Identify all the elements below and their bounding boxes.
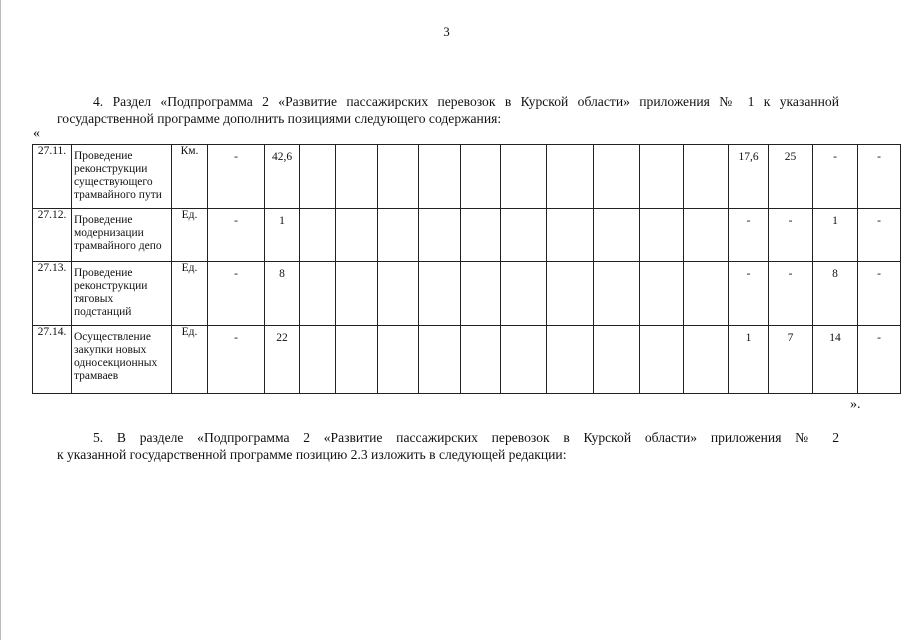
table-row bbox=[33, 262, 901, 326]
empty-cell bbox=[501, 326, 547, 394]
row-name: Осуществление закупки новых односекционных трамваев bbox=[72, 326, 172, 394]
empty-cell bbox=[501, 145, 547, 209]
empty-cell bbox=[684, 326, 729, 394]
cell-value: 22 bbox=[265, 326, 300, 394]
cell-value: 1 bbox=[813, 209, 858, 262]
empty-cell bbox=[547, 145, 594, 209]
row-number: 27.14. bbox=[33, 326, 72, 394]
cell-value: - bbox=[729, 262, 769, 326]
empty-cell bbox=[378, 209, 419, 262]
empty-cell bbox=[336, 326, 378, 394]
row-name: Проведение модернизации трамвайного депо bbox=[72, 209, 172, 262]
empty-cell bbox=[594, 145, 640, 209]
empty-cell bbox=[300, 145, 336, 209]
empty-cell bbox=[300, 326, 336, 394]
close-quote: ». bbox=[850, 397, 861, 412]
empty-cell bbox=[684, 262, 729, 326]
empty-cell bbox=[640, 209, 684, 262]
cell-value: 1 bbox=[729, 326, 769, 394]
empty-cell bbox=[378, 326, 419, 394]
empty-cell bbox=[461, 262, 501, 326]
paragraph-5-line-2: к указанной государственной программе позицию 2.3 изложить в следующей редакции: bbox=[57, 446, 567, 462]
cell-value: - bbox=[769, 262, 813, 326]
table-row bbox=[33, 209, 901, 262]
cell-value: - bbox=[208, 262, 265, 326]
row-number: 27.13. bbox=[33, 262, 72, 326]
cell-value: - bbox=[858, 145, 901, 209]
page-number: 3 bbox=[443, 24, 450, 39]
paragraph-5-line-1: 5. В разделе «Подпрограмма 2 «Развитие пассажирских перевозок в Курской области» приложения № 2 bbox=[93, 430, 839, 445]
open-quote: « bbox=[33, 126, 40, 141]
cell-value: 14 bbox=[813, 326, 858, 394]
empty-cell bbox=[461, 326, 501, 394]
empty-cell bbox=[336, 145, 378, 209]
positions-table bbox=[32, 144, 901, 394]
cell-value: - bbox=[729, 209, 769, 262]
empty-cell bbox=[336, 209, 378, 262]
cell-value: 42,6 bbox=[265, 145, 300, 209]
cell-value: - bbox=[769, 209, 813, 262]
paragraph-5 bbox=[57, 430, 839, 463]
paragraph-4 bbox=[57, 94, 839, 127]
empty-cell bbox=[461, 145, 501, 209]
empty-cell bbox=[501, 209, 547, 262]
empty-cell bbox=[547, 209, 594, 262]
empty-cell bbox=[419, 262, 461, 326]
paragraph-4-text: 4. Раздел «Подпрограмма 2 «Развитие пассажирских перевозок в Курской области» приложения № 1 к указанной государственной программе дополнить позициями следующего содержания: bbox=[57, 94, 839, 126]
empty-cell bbox=[501, 262, 547, 326]
empty-cell bbox=[378, 262, 419, 326]
cell-value: 8 bbox=[813, 262, 858, 326]
empty-cell bbox=[378, 145, 419, 209]
row-name: Проведение реконструкции тяговых подстанций bbox=[72, 262, 172, 326]
empty-cell bbox=[547, 326, 594, 394]
empty-cell bbox=[547, 262, 594, 326]
cell-value: - bbox=[858, 326, 901, 394]
cell-value: - bbox=[208, 209, 265, 262]
cell-value: 8 bbox=[265, 262, 300, 326]
row-number: 27.12. bbox=[33, 209, 72, 262]
row-unit: Ед. bbox=[172, 326, 208, 394]
empty-cell bbox=[594, 326, 640, 394]
empty-cell bbox=[419, 326, 461, 394]
empty-cell bbox=[300, 262, 336, 326]
row-name: Проведение реконструкции существующего трамвайного пути bbox=[72, 145, 172, 209]
cell-value: 25 bbox=[769, 145, 813, 209]
cell-value: - bbox=[858, 209, 901, 262]
table-row bbox=[33, 326, 901, 394]
row-number: 27.11. bbox=[33, 145, 72, 209]
empty-cell bbox=[300, 209, 336, 262]
empty-cell bbox=[684, 209, 729, 262]
empty-cell bbox=[419, 209, 461, 262]
scan-edge bbox=[0, 0, 1, 640]
row-unit: Км. bbox=[172, 145, 208, 209]
table-row bbox=[33, 145, 901, 209]
cell-value: - bbox=[208, 326, 265, 394]
empty-cell bbox=[640, 326, 684, 394]
cell-value: - bbox=[208, 145, 265, 209]
empty-cell bbox=[336, 262, 378, 326]
cell-value: - bbox=[858, 262, 901, 326]
row-unit: Ед. bbox=[172, 262, 208, 326]
empty-cell bbox=[640, 262, 684, 326]
cell-value: - bbox=[813, 145, 858, 209]
empty-cell bbox=[684, 145, 729, 209]
cell-value: 1 bbox=[265, 209, 300, 262]
empty-cell bbox=[594, 209, 640, 262]
row-unit: Ед. bbox=[172, 209, 208, 262]
empty-cell bbox=[461, 209, 501, 262]
empty-cell bbox=[419, 145, 461, 209]
cell-value: 7 bbox=[769, 326, 813, 394]
empty-cell bbox=[594, 262, 640, 326]
empty-cell bbox=[640, 145, 684, 209]
cell-value: 17,6 bbox=[729, 145, 769, 209]
